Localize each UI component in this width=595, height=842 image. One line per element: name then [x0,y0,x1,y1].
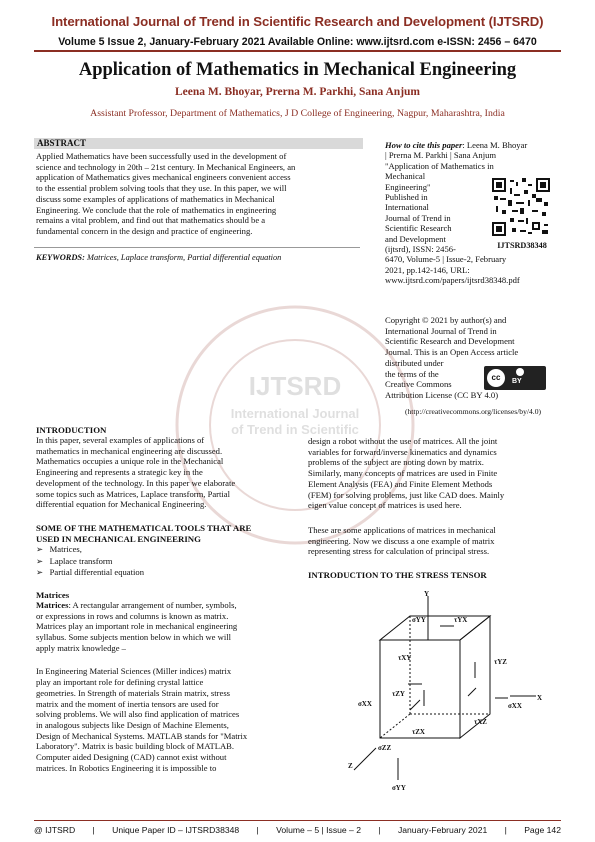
tau-zy: τZY [392,690,405,698]
paper-authors: Leena M. Bhoyar, Prerna M. Parkhi, Sana Anjum [174,86,421,98]
tau-zx: τZX [412,728,425,736]
sigma-yy-top: σYY [412,616,426,624]
citation-line: International [385,202,429,213]
material-line: play an important role for defining crystal lattice [36,677,204,688]
abstract-line: Applied Mathematics have been successfully used in the development of [36,151,287,161]
citation-line: and Development [385,233,446,244]
matrices-label: Matrices [36,599,69,610]
arrow-bullet-icon: ➢ [36,566,44,577]
stress-heading: INTRODUCTION TO THE STRESS TENSOR [308,570,487,581]
abstract-line: fundamental concern in the design and practice of engineering. [36,225,253,236]
robot-line: (FEM) for solving problems, just like CAD does. Mainly [308,489,505,500]
citation-line: 6470, Volume-5 | Issue-2, February [385,254,507,265]
material-body [36,666,288,773]
watermark-sub2: of Trend in Scientific [231,422,359,437]
matrices-heading: Matrices [36,589,70,600]
keywords-label: KEYWORDS: [36,253,85,262]
footer-volume: Volume – 5 | Issue – 2 [276,825,362,835]
abstract-heading: ABSTRACT [34,138,363,149]
footer-sep: | [92,825,95,835]
material-line: Computer aided Designing (CAD) cannot exist without [36,752,227,763]
copyright-line: distributed under [385,357,444,368]
tau-yx-top: τYX [454,616,468,624]
paper-affiliation: Assistant Professor, Department of Mathematics, J D College of Engineering, Nagpur, Maharashtra, India [90,108,505,119]
list-item: ➢ Laplace transform [36,555,113,566]
tau-yz: τYZ [494,658,507,666]
abstract-line: to the essential problem solving tools that they use. In this paper, we will [36,183,287,194]
intro-line: development of the technology. In this paper we elaborate [36,477,236,488]
cube-top-face [380,616,490,640]
apps-line: These are some applications of matrices in mechanical [308,524,496,535]
keywords [36,253,360,262]
footer-sep: | [378,825,381,835]
cc-license-badge[interactable] [484,366,546,390]
abstract-line: remains a vital problem, and find out that mathematics should be a [36,215,266,226]
copyright-line: Copyright © 2021 by author(s) and [385,315,507,325]
intro-heading: INTRODUCTION [36,425,107,435]
material-line: geometries. In Strength of materials Strain matrix, stress [36,687,231,698]
tools-heading-line: USED IN MECHANICAL ENGINEERING [36,533,201,544]
apps-body [308,525,561,557]
z-axis-label: Z [348,762,353,770]
intro-line: In this paper, several examples of applications of [36,435,205,445]
material-line: matrix and the moment of inertia tensors are used for [36,698,219,709]
keywords-text: Matrices, Laplace transform, Partial differential equation [86,253,282,262]
license-url[interactable]: (http://creativecommons.org/licenses/by/4.0) [404,407,542,416]
citation-line: "Application of Mathematics in [385,160,494,171]
abstract-line: discuss some examples of applications of mathematics in Mechanical [36,193,275,204]
material-line: Design of Mechanical Systems. MATLAB stands for "Matrix [36,730,248,741]
citation-line: : Leena M. Bhoyar [462,140,528,150]
intro-line: mathematics in mechanical engineering are discussed. [36,445,223,456]
by-label: BY [512,378,522,385]
sigma-zz: σZZ [378,744,392,752]
footer-journal: @ IJTSRD [34,825,76,835]
robot-line: variables for forward/inverse kinematics and dynamics [308,446,497,457]
abstract-line: application of Mathematics gives mechanical engineers convenient access [36,172,291,183]
qr-code-icon[interactable] [492,178,550,236]
arrow-bullet-icon: ➢ [36,544,44,555]
citation-line: 2021, pp.142-146, URL: [385,264,470,275]
intro-line: Engineering and represents a strategic key in the [36,467,203,478]
copyright-line: International Journal of Trend in [385,325,497,336]
abstract-line: Engineering. We conclude that the role of mathematics in engineering [36,204,277,215]
sigma-xx-right: σXX [508,702,522,710]
page-footer [34,825,561,835]
left-column [36,425,288,773]
robot-line: problems of the subject are noting down by matrix. [308,457,484,468]
tools-heading [36,523,288,544]
material-line: solving problems. We will also find application of matrices [36,709,240,720]
material-line: matrices. In Robotics Engineering it is impossible to [36,762,217,773]
citation-line: Journal of Trend in [385,212,451,223]
journal-title: International Journal of Trend in Scientific Research and Development (IJTSRD) [51,14,544,29]
footer-paper-id: Unique Paper ID – IJTSRD38348 [112,825,240,835]
matrices-line: apply matrix knowledge – [36,642,126,653]
matrices-line: syllabus. Some subjects mention below in which we will [36,632,232,643]
apps-line: engineering. Now we discuss a one example of matrix [308,535,495,546]
apps-line: representing stress for calculation of principal stress. [308,546,490,557]
stress-tensor-cube-diagram [340,588,550,798]
intro-line: Mathematics occupies a unique role in the Mechanical [36,456,224,467]
robot-line: Element Analysis (FEA) and Finite Element Methods [308,478,493,489]
citation-line: www.ijtsrd.com/papers/ijtsrd38348.pdf [385,275,520,286]
citation-line: (ijtsrd), ISSN: 2456- [385,244,456,255]
material-line: Laboratory". Matrix is basic building block of MATLAB. [36,741,235,752]
copyright-line: the terms of the [385,368,439,379]
y-axis-label: Y [424,590,430,598]
cc-icon: cc [487,369,505,387]
material-line: In Engineering Material Sciences (Miller indices) matrix [36,666,232,677]
robot-line: eigen value concept of matrices is used here. [308,500,462,511]
citation-line: Scientific Research [385,223,452,234]
citation-line: Mechanical [385,171,426,182]
matrices-body: Matrices: A rectangular arrangement of number, symbols, or expressions in rows and columns is known as matrix. Matrices play an important role in mechanical engineering syllabus. Some subjects mention below in which we will apply matrix knowledge – [36,600,288,654]
issue-line: Volume 5 Issue 2, January-February 2021 Available Online: www.ijtsrd.com e-ISSN: 2456 – 6470 [58,36,537,48]
intro-line: differential equation for Mechanical Engineering. [36,499,207,510]
intro-body [36,435,288,510]
list-item: ➢ Matrices, [36,544,82,555]
abstract-line: science and technology in 20th – 21st century. In Mechanical Engineers, an [36,161,296,172]
matrices-line: or expressions in rows and columns is known as matrix. [36,610,229,621]
citation-line: Engineering" [385,181,431,192]
footer-page: Page 142 [524,825,561,835]
citation-label: How to cite this paper [385,140,463,150]
copyright-line: Creative Commons [385,379,452,390]
tools-list [36,544,288,578]
abstract-body [36,151,360,237]
copyright-line: Scientific Research and Development [385,336,515,347]
robot-line: Similarly, many concepts of matrices are used in Finite [308,468,498,479]
footer-rule [34,820,561,821]
cube-front-face [380,640,460,738]
sigma-xx-left: σXX [358,700,372,708]
footer-period: January-February 2021 [397,825,488,835]
abstract-divider [34,247,360,248]
tau-xz: τXZ [474,718,487,726]
matrices-line: Matrices play an important role in mechanical engineering [36,621,238,632]
citation-line: | Prerna M. Parkhi | Sana Anjum [385,150,497,161]
footer-sep: | [504,825,507,835]
tools-heading-line: SOME OF THE MATHEMATICAL TOOLS THAT ARE [36,522,252,533]
watermark-text: IJTSRD [248,371,342,401]
arrow-bullet-icon: ➢ [36,555,44,566]
paper-id-label: IJTSRD38348 [497,241,547,250]
header-rule [34,50,561,52]
z-axis [354,748,376,770]
material-line: in analogous subjects like Design of Machine Elements, [36,719,229,730]
intro-line: some topics such as Matrices, Laplace transform, Partial [36,488,231,499]
paper-title: Application of Mathematics in Mechanical Engineering [78,60,517,80]
watermark-sub1: International Journal [230,406,360,421]
copyright-line: Journal. This is an Open Access article [385,347,519,358]
x-axis-label: X [537,694,543,702]
list-item: ➢ Partial differential equation [36,566,144,577]
person-icon [516,368,524,376]
tau-xy: τXY [398,654,412,662]
right-column [308,436,561,580]
footer-sep: | [256,825,259,835]
sigma-yy-bottom: σYY [392,784,406,792]
robot-line: design a robot without the use of matrices. All the joint [308,436,498,446]
robot-body [308,436,561,511]
citation-line: Published in [385,192,428,203]
copyright-line: Attribution License (CC BY 4.0) [385,389,499,400]
